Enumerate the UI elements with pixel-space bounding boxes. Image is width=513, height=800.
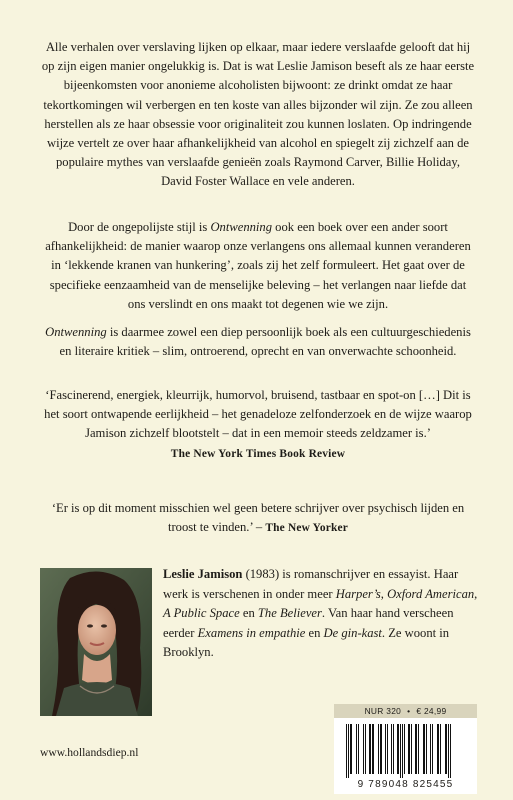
blurb-paragraph-2 (40, 218, 476, 314)
blurb-paragraph-1: Alle verhalen over verslaving lijken op elkaar, maar iedere verslaafde gelooft dat hij op zijn eigen manier ongelukkig is. Dat is wat Leslie Jamison beseft als ze haar eerste bijeenkomsten voor anonieme alcoholisten bijwoont: ze drinkt omdat ze haar tekortkomingen wil verbergen en ten koste van alles bijzonder wil zijn. Ze zou alleen herstellen als ze haar obsessie voor originaliteit zou kunnen loslaten. Op indringende wijze vertelt ze over haar afhankelijkheid van alcohol en spiegelt zij zichzelf aan de populaire mythes van verslaafde genieën zoals Raymond Carver, Billie Holiday, David Foster Wallace en vele anderen. (41, 40, 475, 189)
author-photo (40, 568, 152, 716)
book-title: Examens in empathie (197, 625, 306, 640)
book-title-italic: Ontwenning (45, 325, 107, 339)
barcode-bars (338, 724, 473, 778)
publisher-website: www.hollandsdiep.nl (40, 746, 139, 759)
price: € 24,99 (416, 706, 447, 716)
bio-text: . Van haar hand verscheen eerder (163, 606, 454, 640)
blurb-p3-body: is daarmee zowel een diep persoonlijk boek als een cultuurgeschiedenis en literaire kritiek – slim, ontroerend, oprecht en van onverwachte schoonheid. (59, 325, 471, 359)
bio-text: , (474, 586, 478, 601)
review-dash: – (252, 520, 266, 535)
publication-title: Oxford American (387, 586, 475, 601)
review-source: The New York Times Book Review (170, 447, 346, 460)
blurb-p2-intro: Door de ongepolijste stijl is (68, 220, 211, 234)
price-strip (334, 704, 477, 718)
publication-title: The Believer (257, 606, 322, 621)
review-source: The New Yorker (265, 522, 349, 535)
bullet-separator: • (407, 706, 411, 716)
bio-text: en (239, 606, 258, 621)
review-quote-new-yorker (40, 499, 476, 538)
publication-title: Harper’s (335, 586, 381, 601)
bio-text: (1983) is romanschrijver en essayist. Haar werk is verschenen in onder meer (163, 567, 459, 601)
author-name: Leslie Jamison (163, 567, 243, 581)
book-title: De gin-kast (323, 625, 382, 640)
bio-text: , (380, 586, 388, 601)
review-quote-text: ‘Fascinerend, energiek, kleurrijk, humorvol, bruisend, tastbaar en spot-on […] Dit is het soort ontwapende eerlijkheid – het genadeloze zelfonderzoek en de wijze waarop Jamison zichzelf blootstelt – dat in een memoir steeds zeldzamer is.’ (44, 388, 472, 441)
review-quote-text: ‘Er is op dit moment misschien wel geen betere schrijver over psychisch lijden en troost te vinden.’ (51, 501, 465, 535)
bio-text: en (305, 625, 324, 640)
isbn-number: 9 789048 825455 (357, 779, 454, 790)
nur-code: NUR 320 (364, 706, 402, 716)
author-bio (163, 565, 483, 663)
book-title-italic: Ontwenning (210, 220, 273, 234)
review-quote-nyt (40, 386, 476, 464)
blurb-paragraph-3 (40, 323, 476, 361)
publication-title: A Public Space (163, 606, 240, 621)
bio-text: . Ze woont in Brooklyn. (163, 625, 450, 660)
blurb-p2-body: ook een boek over een ander soort afhankelijkheid: de manier waarop onze verlangens ons allemaal kunnen veranderen in ‘lekkende kranen van hunkering’, zoals zij het zelf formuleert. Het gaat over de specifieke eenzaamheid van de menselijke beleving – het verlangen naar liefde dat ons verslindt en ons maakt tot degenen wie we zijn. (45, 220, 471, 311)
barcode-block (334, 704, 477, 794)
